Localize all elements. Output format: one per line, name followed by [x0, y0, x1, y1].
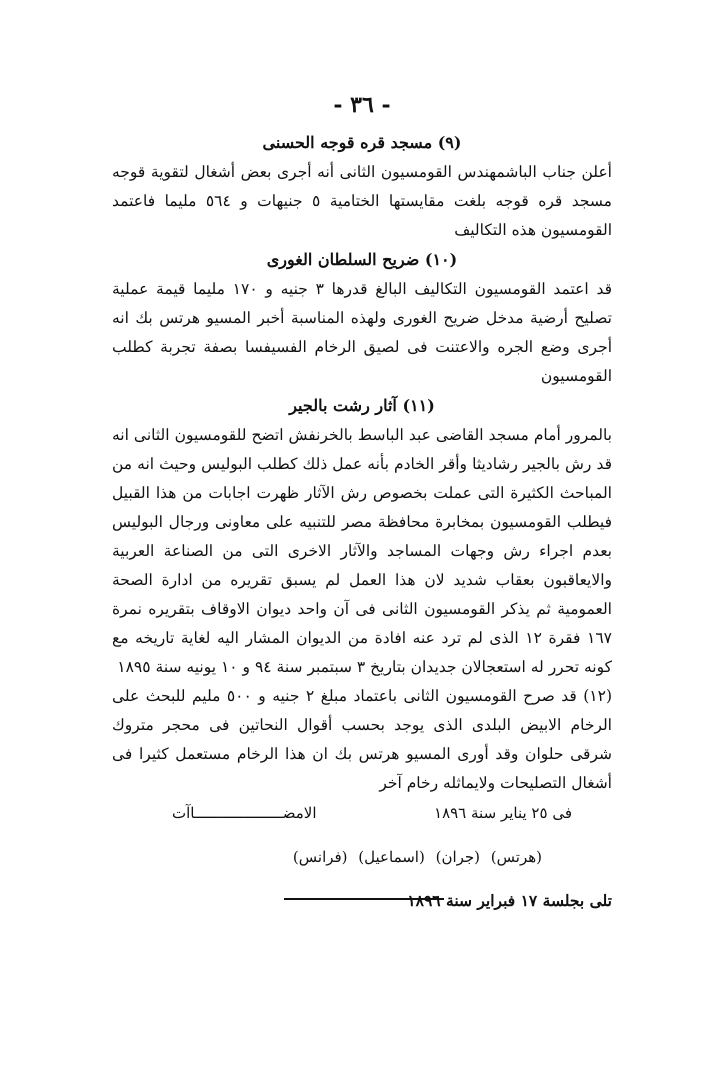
- page-number: - ٣٦ -: [333, 92, 391, 118]
- signature-line: [112, 798, 612, 828]
- section-10-body: قد اعتمد القومسيون التكاليف البالغ قدرها ٣ جنيه و ١٧٠ مليما قيمة عملية تصليح أرضية مدخل ضريح الغورى ولهذه المناسبة أخبر المسيو هرتس بك انه أجرى وضع الجره والاعتنت فى لصيق الرخام الفسيفسا بصفة تجربة كطلب القومسيون: [112, 280, 612, 385]
- section-11-heading: (١١) آثار رشت بالجير: [289, 396, 435, 415]
- session-note: تلى بجلسة ١٧ فبراير سنة ١٨٩٦: [407, 891, 612, 910]
- signatory-names: (هرتس) (جران) (اسماعيل) (فرانس): [292, 848, 542, 866]
- section-10-heading: (١٠) ضريح السلطان الغورى: [266, 250, 458, 269]
- section-9-heading: (٩) مسجد قره قوجه الحسنى: [262, 133, 462, 152]
- section-12-body: (١٢) قد صرح القومسيون الثانى باعتماد مبلغ ٢ جنيه و ٥٠٠ مليم للبحث على الرخام الابيض البلدى الذى يوجد بحسب أقوال النحاتين فى محجر متروك شرقى حلوان وقد أورى المسيو هرتس بك ان هذا الرخام مستعمل كثيرا فى أشغال التصليحات ولايماثله رخام آخر: [112, 687, 613, 792]
- document-page: [112, 88, 612, 916]
- section-9-body: أعلن جناب الباشمهندس القومسيون الثانى أنه أجرى بعض أشغال لتقوية قوجه مسجد قره قوجه بلغت مقايستها الختامية ٥ جنيهات و ٥٦٤ مليما فاعتمد القومسيون هذه التكاليف: [112, 163, 612, 239]
- signature-date: فى ٢٥ يناير سنة ١٨٩٦: [434, 804, 572, 822]
- closing-rule: [284, 898, 444, 900]
- signature-label: الامضــــــــــــــــــــاآت: [172, 804, 317, 822]
- section-11-body: بالمرور أمام مسجد القاضى عبد الباسط بالخرنفش اتضح للقومسيون الثانى انه قد رش بالجير رشاديثا وأقر الخادم بأنه عمل ذلك كطلب البوليس وحيث انه من المباحث الكثيرة التى عملت بخصوص رش الآثار ظهرت اجابات من هذا القبيل فيطلب القومسيون بمخابرة محافظة مصر للتنبيه على معاونى ورجال البوليس بعدم اجراء رش وجهات المساجد والآثار الاخرى التى من الصناعة العربية والايعاقبون بعقاب شديد لان هذا العمل لم يسبق تقريره من ادارة الصحة العمومية ثم يذكر القومسيون الثانى فى آن واحد ديوان الاوقاف بتقريره نمرة ١٦٧ فقرة ١٢ الذى لم ترد عنه افادة من الديوان المشار اليه لغاية تاريخه مع كونه تحرر له استعجالان جديدان بتاريخ ٣ سبتمبر سنة ٩٤ و ١٠ يونيه سنة ١٨٩٥: [112, 426, 612, 676]
